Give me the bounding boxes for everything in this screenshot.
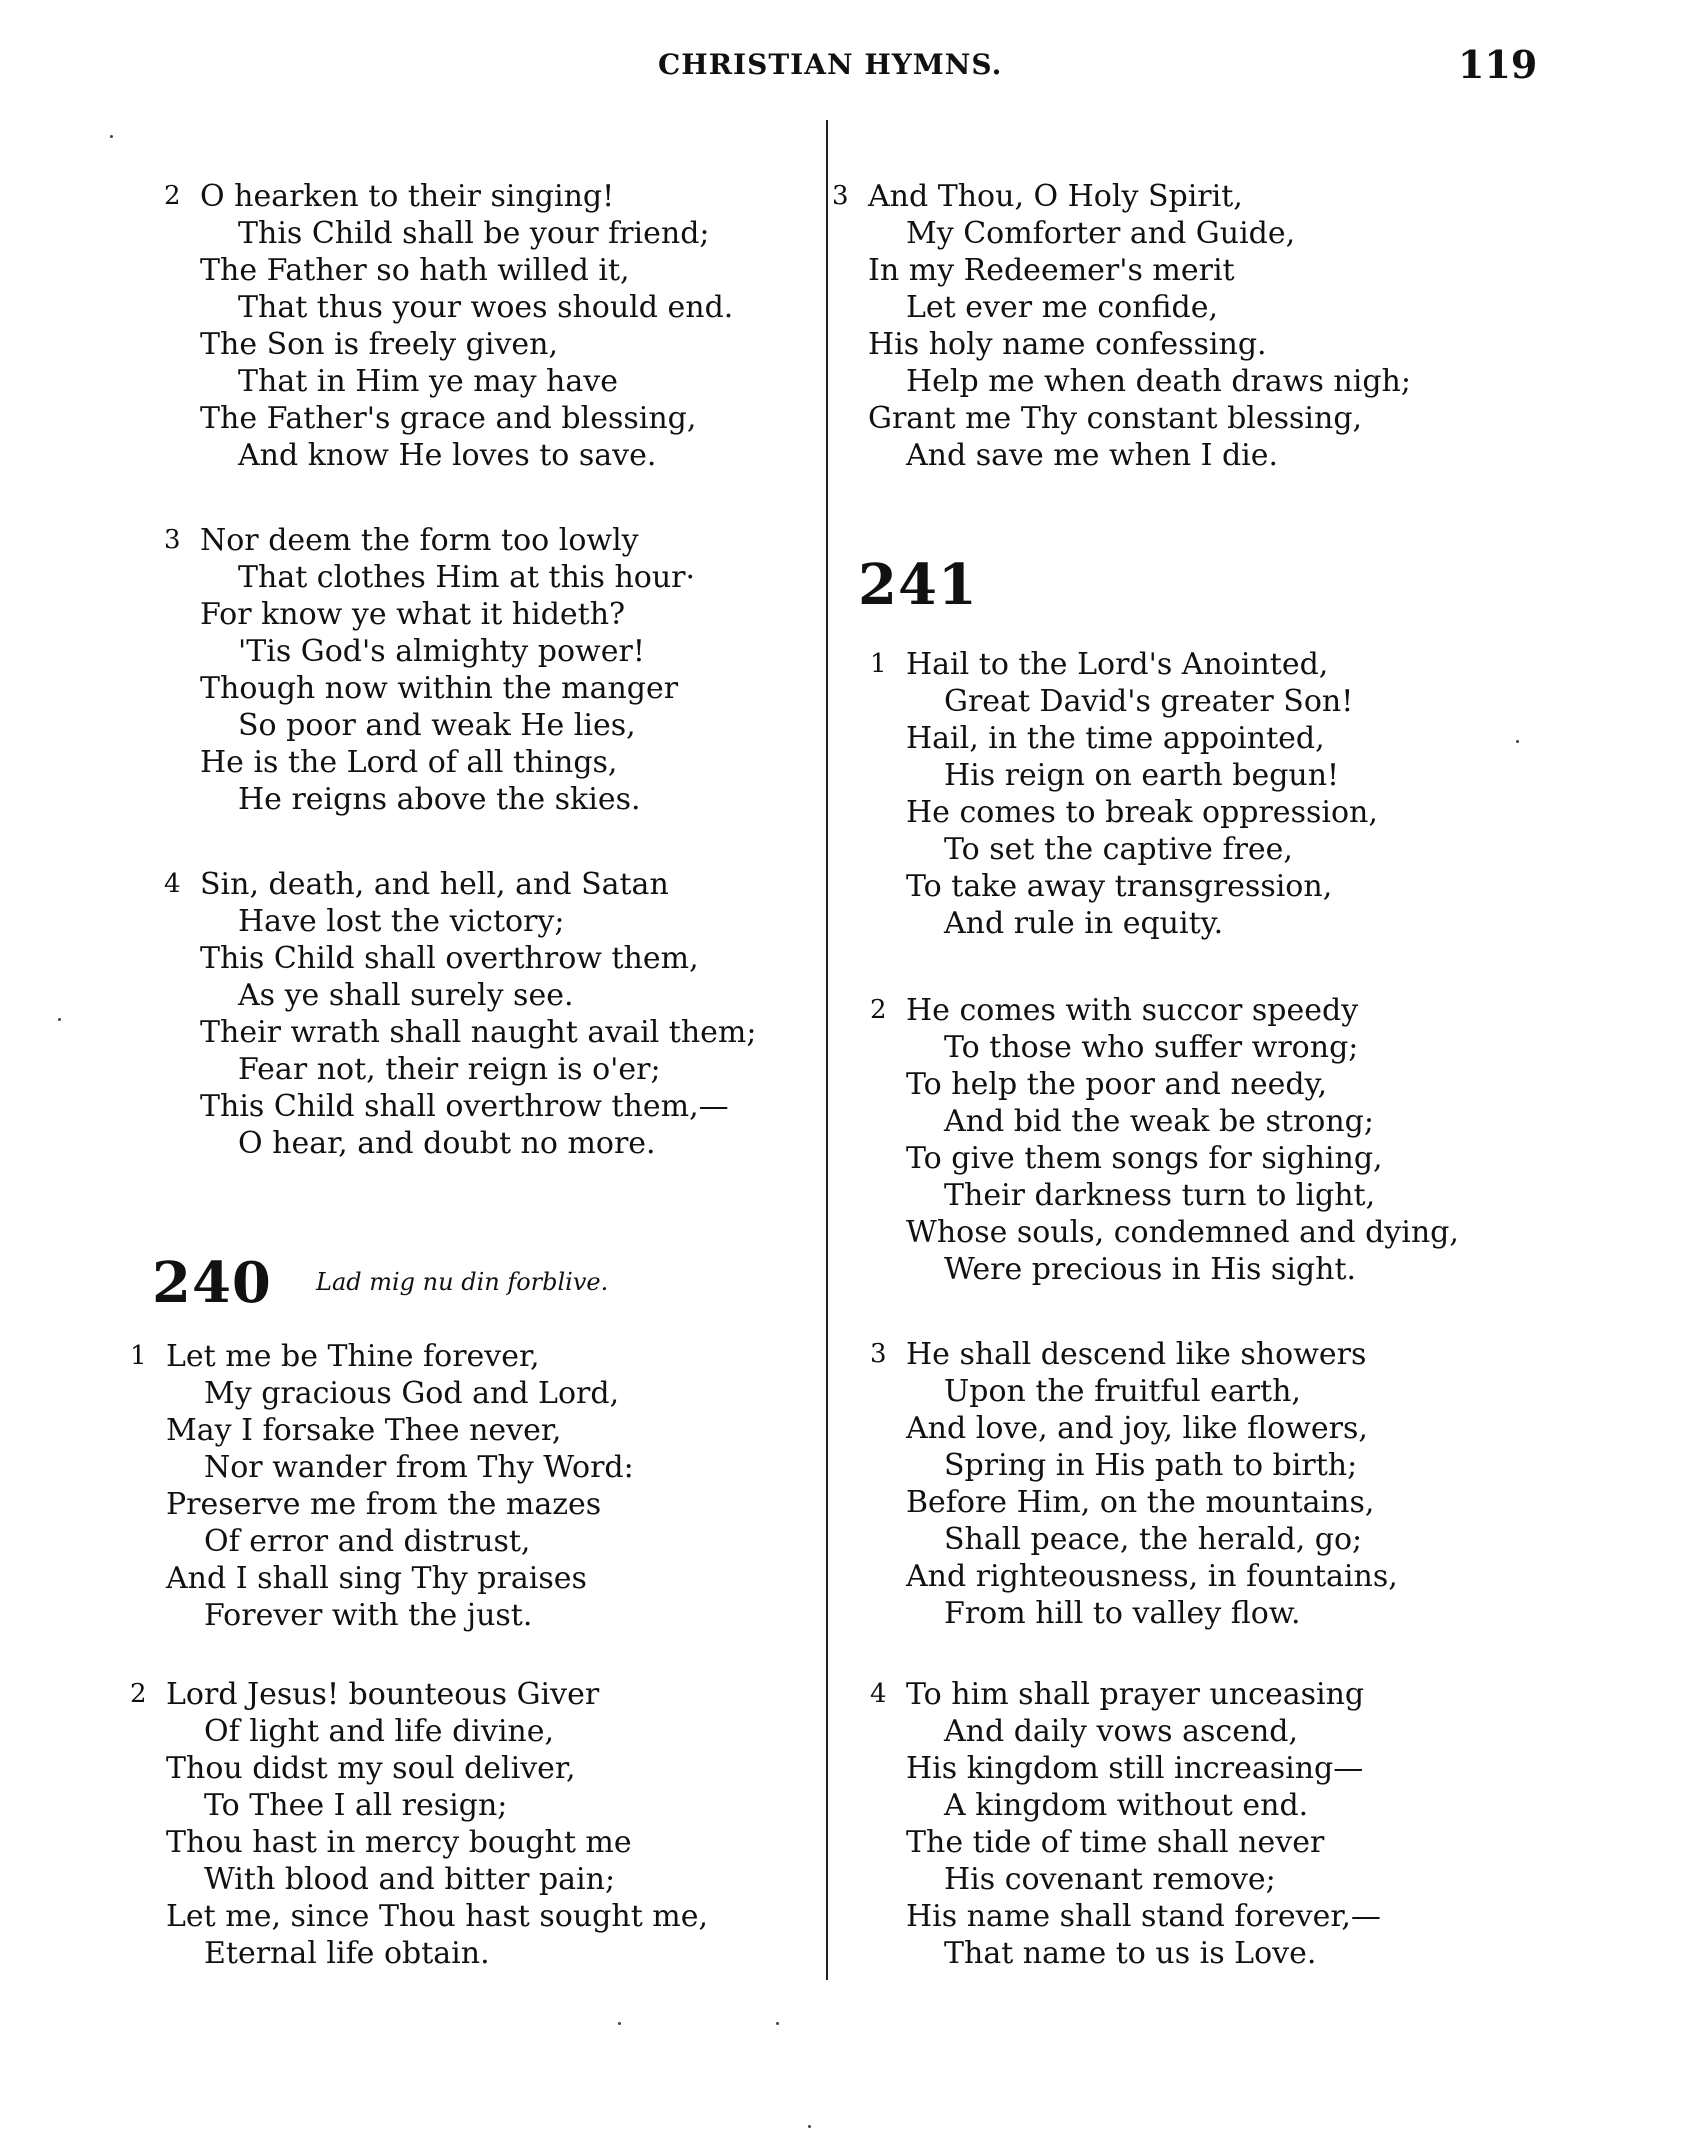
verse-line: He comes to break oppression, [906, 795, 1378, 830]
verse-line: Of error and distrust, [204, 1524, 531, 1559]
verse-line: To those who suffer wrong; [944, 1030, 1359, 1065]
stanza-number: 2 [130, 1679, 147, 1709]
verse-line: To set the captive free, [944, 832, 1293, 867]
verse-line: Their darkness turn to light, [944, 1178, 1376, 1213]
verse-line: To Thee I all resign; [204, 1788, 508, 1823]
verse-line: The Father's grace and blessing, [200, 401, 697, 436]
hymn-241-stanza-1 [870, 646, 1378, 942]
verse-line: From hill to valley flow. [944, 1596, 1301, 1631]
verse-line: He is the Lord of all things, [200, 745, 618, 780]
verse-line: Shall peace, the herald, go; [944, 1522, 1363, 1557]
verse-line: Eternal life obtain. [204, 1936, 490, 1971]
verse-line: Let me be Thine forever, [166, 1339, 540, 1374]
stanza-number: 4 [164, 869, 181, 899]
verse-line: And love, and joy, like flowers, [906, 1411, 1368, 1446]
verse-line: As ye shall surely see. [238, 978, 574, 1013]
verse-line: In my Redeemer's merit [868, 253, 1235, 288]
verse-line: This Child shall be your friend; [238, 216, 710, 251]
verse-line: And daily vows ascend, [944, 1714, 1299, 1749]
verse-line: My Comforter and Guide, [906, 216, 1296, 251]
verse-line: Before Him, on the mountains, [906, 1485, 1375, 1520]
print-speck [58, 1018, 61, 1021]
verse-line: He shall descend like showers [906, 1337, 1367, 1372]
verse-line: O hearken to their singing! [200, 179, 615, 214]
stanza-right-3 [832, 178, 1411, 474]
hymn-241-stanza-3 [870, 1336, 1398, 1632]
hymn-241-stanza-4 [870, 1676, 1381, 1972]
verse-line: Grant me Thy constant blessing, [868, 401, 1363, 436]
verse-line: His reign on earth begun! [944, 758, 1340, 793]
hymn-240-stanza-1 [130, 1338, 634, 1634]
verse-line: Hail, in the time appointed, [906, 721, 1325, 756]
verse-line: Nor wander from Thy Word: [204, 1450, 634, 1485]
verse-line: That in Him ye may have [238, 364, 618, 399]
verse-line: To give them songs for sighing, [906, 1141, 1383, 1176]
running-header-title: CHRISTIAN HYMNS. [658, 48, 1003, 81]
print-speck [776, 2022, 779, 2025]
verse-line: His holy name confessing. [868, 327, 1267, 362]
verse-line: And Thou, O Holy Spirit, [868, 179, 1243, 214]
verse-line: To help the poor and needy, [906, 1067, 1328, 1102]
stanza-number: 2 [164, 181, 181, 211]
verse-line: Spring in His path to birth; [944, 1448, 1358, 1483]
verse-line: A kingdom without end. [944, 1788, 1309, 1823]
print-speck [110, 135, 113, 138]
stanza-left-2 [164, 178, 734, 474]
verse-line: So poor and weak He lies, [238, 708, 636, 743]
stanza-left-4 [164, 866, 757, 1162]
verse-line: Nor deem the form too lowly [200, 523, 639, 558]
verse-line: Great David's greater Son! [944, 684, 1354, 719]
verse-line: Help me when death draws nigh; [906, 364, 1411, 399]
verse-line: Upon the fruitful earth, [944, 1374, 1301, 1409]
hymn-241-stanza-2 [870, 992, 1459, 1288]
verse-line: Hail to the Lord's Anointed, [906, 647, 1329, 682]
verse-line: And rule in equity. [944, 906, 1224, 941]
verse-line: Their wrath shall naught avail them; [200, 1015, 757, 1050]
hymn-number-240: 240 [152, 1250, 272, 1316]
verse-line: Let me, since Thou hast sought me, [166, 1899, 709, 1934]
stanza-left-3 [164, 522, 696, 818]
verse-line: And save me when I die. [906, 438, 1279, 473]
verse-line: Fear not, their reign is o'er; [238, 1052, 661, 1087]
stanza-number: 3 [832, 181, 849, 211]
verse-line: That thus your woes should end. [238, 290, 734, 325]
column-divider [826, 120, 828, 1980]
verse-line: Thou hast in mercy bought me [166, 1825, 632, 1860]
page-number: 119 [1458, 42, 1538, 87]
verse-line: The tide of time shall never [906, 1825, 1325, 1860]
stanza-number: 4 [870, 1679, 887, 1709]
stanza-number: 1 [870, 649, 887, 679]
verse-line: To him shall prayer unceasing [906, 1677, 1365, 1712]
verse-line: And I shall sing Thy praises [166, 1561, 587, 1596]
print-speck [1516, 740, 1519, 743]
verse-line: The Father so hath willed it, [200, 253, 630, 288]
verse-line: And bid the weak be strong; [944, 1104, 1374, 1139]
verse-line: And know He loves to save. [238, 438, 657, 473]
verse-line: He comes with succor speedy [906, 993, 1359, 1028]
verse-line: With blood and bitter pain; [204, 1862, 616, 1897]
verse-line: This Child shall overthrow them,— [200, 1089, 729, 1124]
verse-line: May I forsake Thee never, [166, 1413, 562, 1448]
verse-line: Lord Jesus! bounteous Giver [166, 1677, 600, 1712]
verse-line: That clothes Him at this hour· [238, 560, 696, 595]
print-speck [808, 2125, 811, 2128]
verse-line: This Child shall overthrow them, [200, 941, 699, 976]
verse-line: Were precious in His sight. [944, 1252, 1357, 1287]
verse-line: He reigns above the skies. [238, 782, 641, 817]
stanza-number: 1 [130, 1341, 147, 1371]
verse-line: That name to us is Love. [944, 1936, 1317, 1971]
verse-line: And righteousness, in fountains, [906, 1559, 1398, 1594]
hymn-tune-name: Lad mig nu din forblive. [316, 1268, 609, 1296]
verse-line: My gracious God and Lord, [204, 1376, 620, 1411]
verse-line: 'Tis God's almighty power! [238, 634, 645, 669]
print-speck [618, 2022, 621, 2025]
verse-line: Though now within the manger [200, 671, 679, 706]
hymn-240-stanza-2 [130, 1676, 709, 1972]
stanza-number: 3 [870, 1339, 887, 1369]
verse-line: Sin, death, and hell, and Satan [200, 867, 669, 902]
verse-line: Thou didst my soul deliver, [166, 1751, 576, 1786]
stanza-number: 3 [164, 525, 181, 555]
verse-line: His kingdom still increasing— [906, 1751, 1364, 1786]
verse-line: Whose souls, condemned and dying, [906, 1215, 1459, 1250]
verse-line: To take away transgression, [906, 869, 1333, 904]
verse-line: Forever with the just. [204, 1598, 533, 1633]
verse-line: Let ever me confide, [906, 290, 1219, 325]
verse-line: His name shall stand forever,— [906, 1899, 1381, 1934]
verse-line: His covenant remove; [944, 1862, 1276, 1897]
hymn-number-241: 241 [858, 552, 978, 618]
verse-line: Of light and life divine, [204, 1714, 555, 1749]
verse-line: Have lost the victory; [238, 904, 565, 939]
verse-line: O hear, and doubt no more. [238, 1126, 656, 1161]
stanza-number: 2 [870, 995, 887, 1025]
verse-line: Preserve me from the mazes [166, 1487, 602, 1522]
verse-line: The Son is freely given, [200, 327, 559, 362]
verse-line: For know ye what it hideth? [200, 597, 626, 632]
